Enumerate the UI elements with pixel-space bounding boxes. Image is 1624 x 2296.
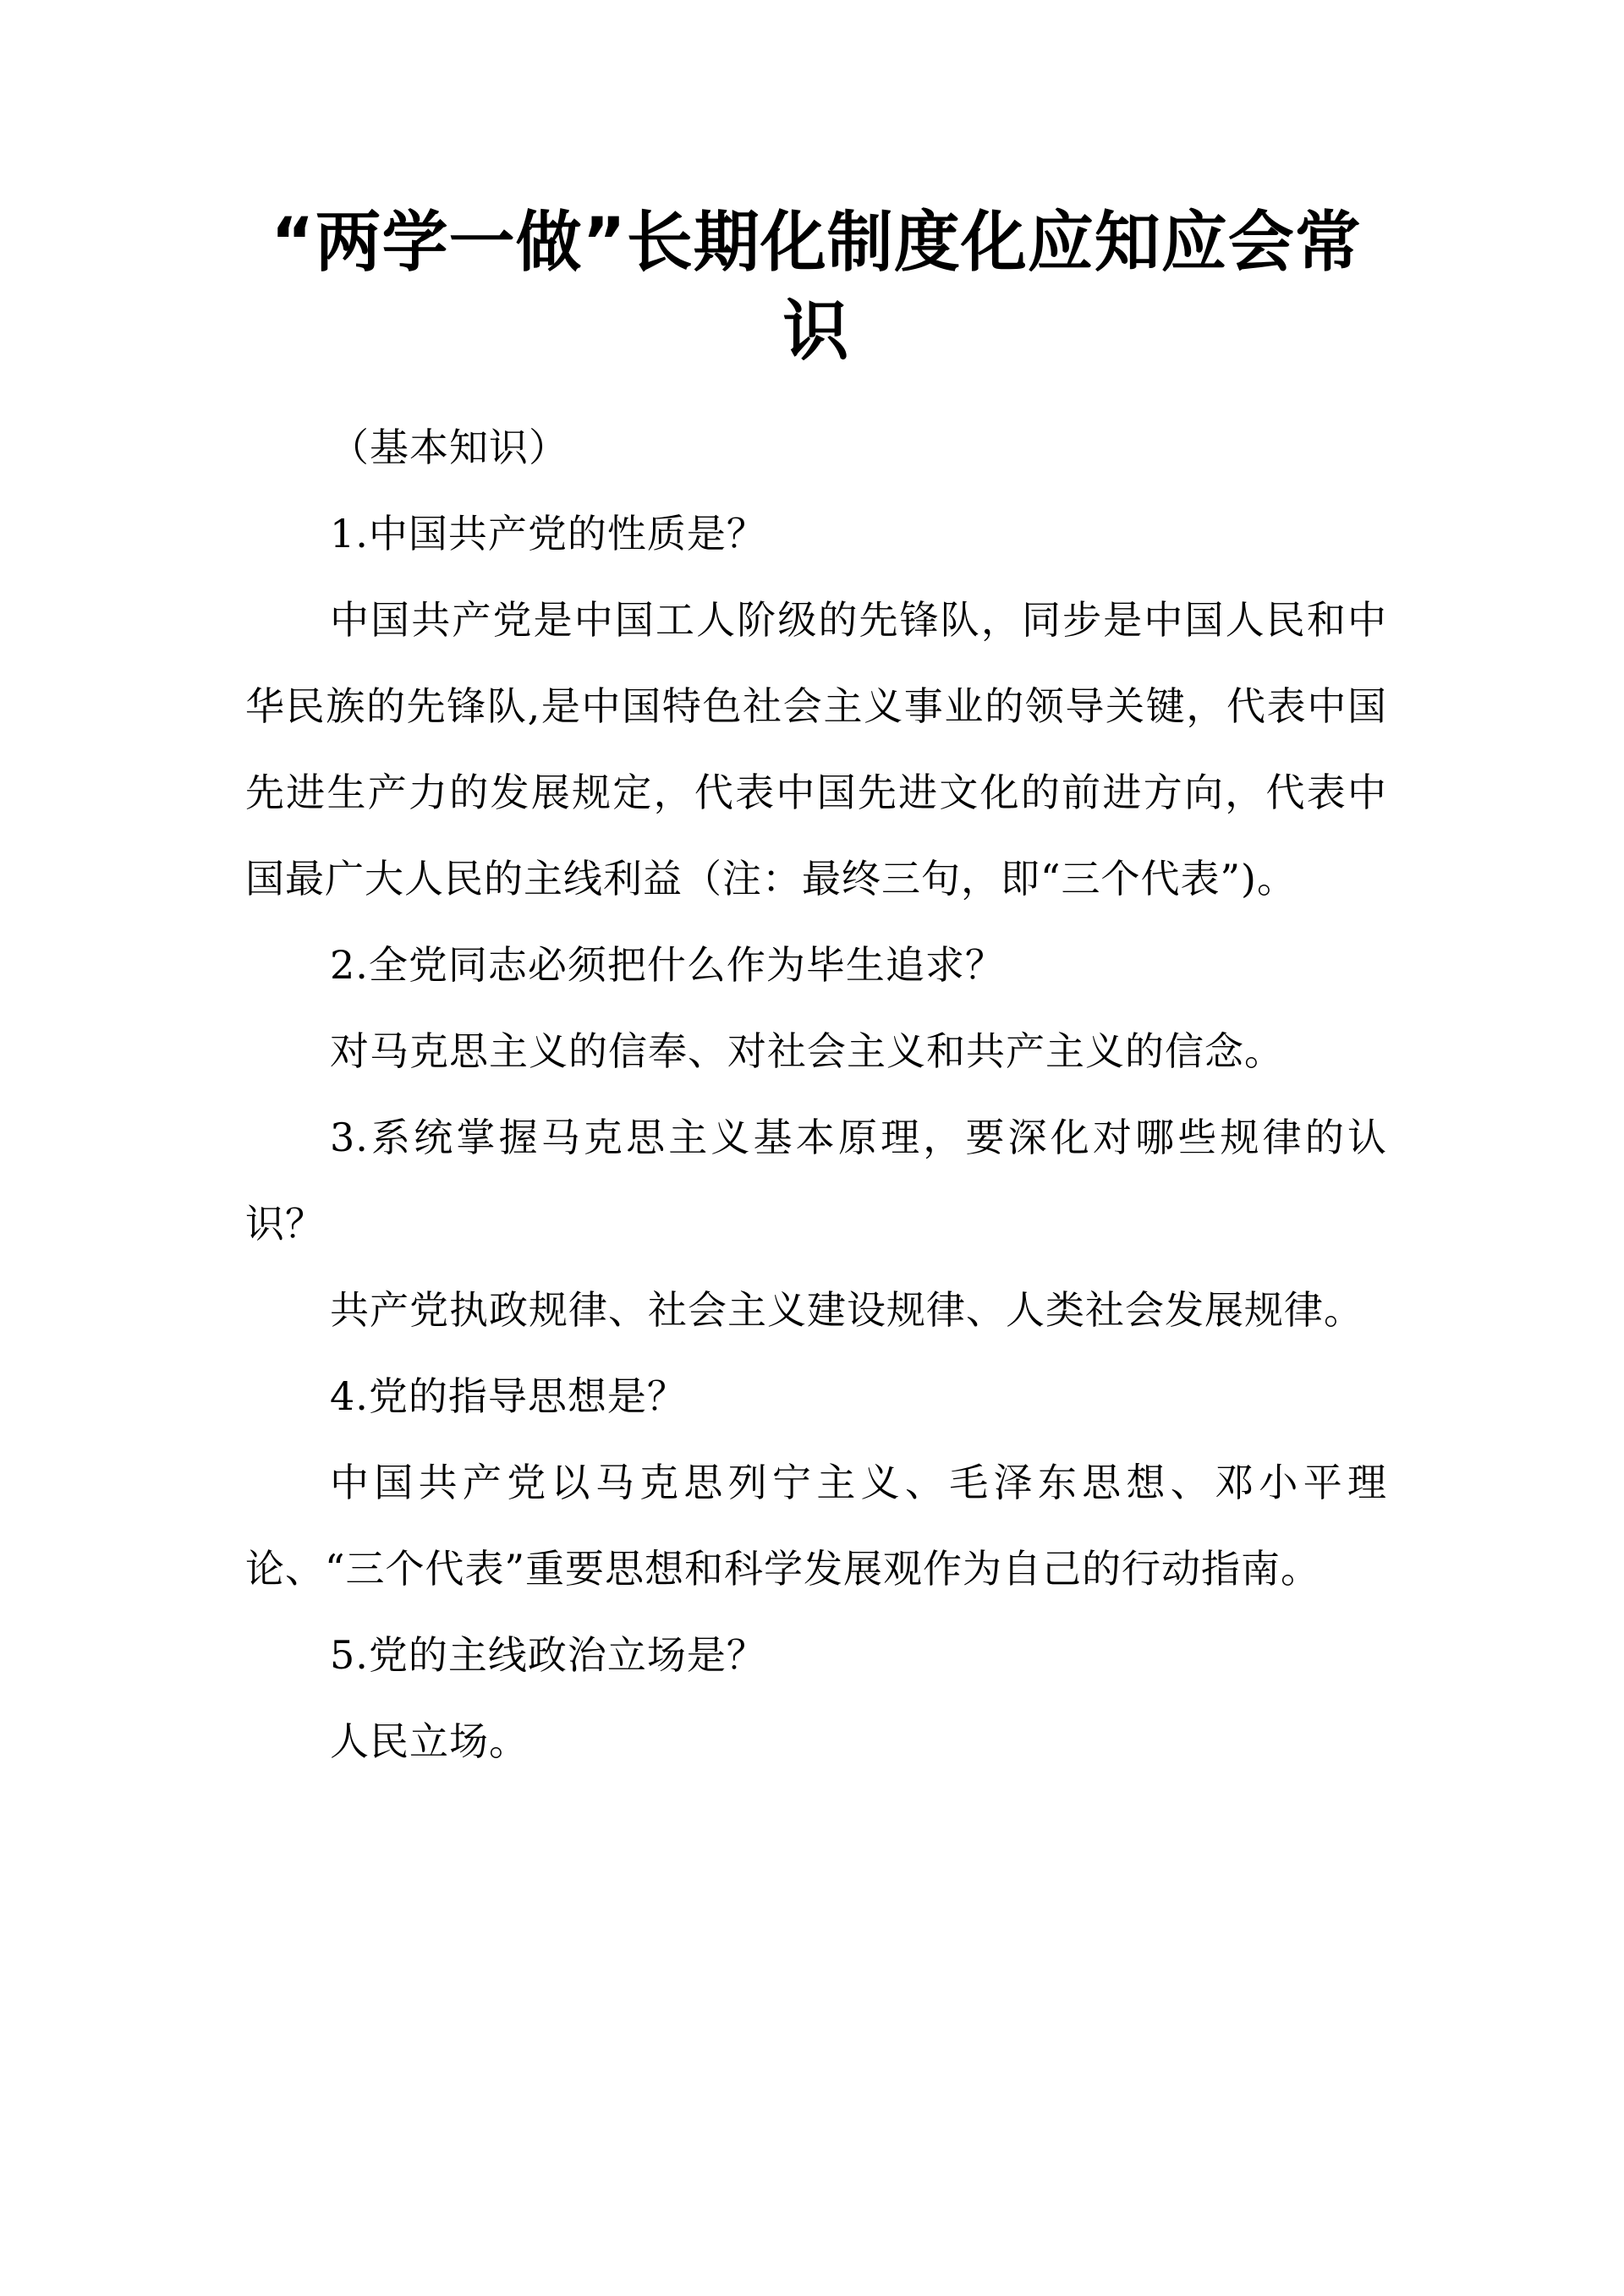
answer-3: 共产党执政规律、社会主义建设规律、人类社会发展规律。 [330,1287,1363,1333]
question-2: 2.全党同志必须把什么作为毕生追求？ [330,942,1005,988]
question-5: 5.党的主线政治立场是？ [330,1632,766,1678]
document-title: “两学一做”长期化制度化应知应会常识 [271,205,1362,370]
question-3: 3.系统掌握马克思主义基本原理，要深化对哪些规律的认识？ [245,1115,1387,1247]
answer-4: 中国共产党以马克思列宁主义、毛泽东思想、邓小平理论、“三个代表”重要思想和科学发展观作为自己的行动指南。 [245,1460,1387,1592]
answer-2: 对马克思主义的信奉、对社会主义和共产主义的信念。 [330,1028,1284,1074]
section-label: （基本知识） [330,425,568,470]
question-4: 4.党的指导思想是？ [330,1373,687,1419]
answer-1: 中国共产党是中国工人阶级的先锋队，同步是中国人民和中华民族的先锋队,是中国特色社会主义事业的领导关键，代表中国先进生产力的发展规定，代表中国先进文化的前进方向，代表中国最广大人民的主线利益（注：最终三句，即“三个代表”)。 [245,597,1387,901]
question-1: 1.中国共产党的性质是？ [330,511,766,556]
answer-5: 人民立场。 [330,1718,529,1764]
document-body [245,404,1387,1784]
